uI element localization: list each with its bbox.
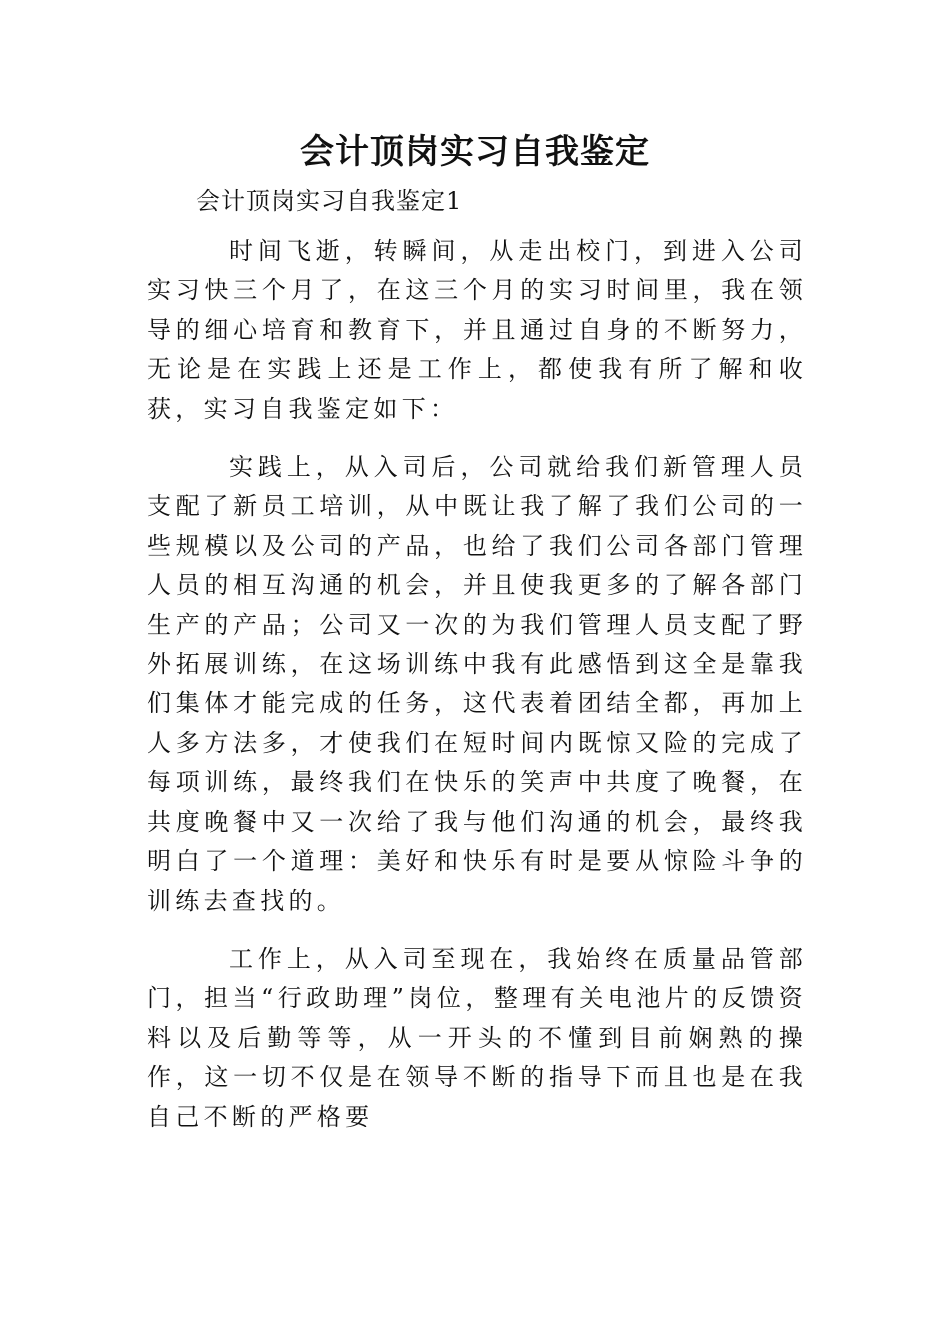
paragraph-work: 工作上，从入司至现在，我始终在质量品管部门，担当“行政助理”岗位，整理有关电池片的反馈资料以及后勤等等，从一开头的不懂到目前娴熟的操作，这一切不仅是在领导不断的指导下而且也是在我自己不断的严格要 <box>147 944 807 1131</box>
document-body <box>147 232 807 1156</box>
document-title: 会计顶岗实习自我鉴定 <box>300 132 650 172</box>
document-subtitle: 会计顶岗实习自我鉴定1 <box>196 187 463 215</box>
paragraph-intro: 时间飞逝，转瞬间，从走出校门，到进入公司实习快三个月了，在这三个月的实习时间里，我在领导的细心培育和教育下，并且通过自身的不断努力，无论是在实践上还是工作上，都使我有所了解和收获，实习自我鉴定如下： <box>147 237 807 423</box>
paragraph-practice: 实践上，从入司后，公司就给我们新管理人员支配了新员工培训，从中既让我了解了我们公司的一些规模以及公司的产品，也给了我们公司各部门管理人员的相互沟通的机会，并且使我更多的了解各部门生产的产品；公司又一次的为我们管理人员支配了野外拓展训练，在这场训练中我有此感悟到这全是靠我们集体才能完成的任务，这代表着团结全都，再加上人多方法多，才使我们在短时间内既惊又险的完成了每项训练，最终我们在快乐的笑声中共度了晚餐，在共度晚餐中又一次给了我与他们沟通的机会，最终我明白了一个道理：美好和快乐有时是要从惊险斗争的训练去查找的。 <box>147 453 807 915</box>
